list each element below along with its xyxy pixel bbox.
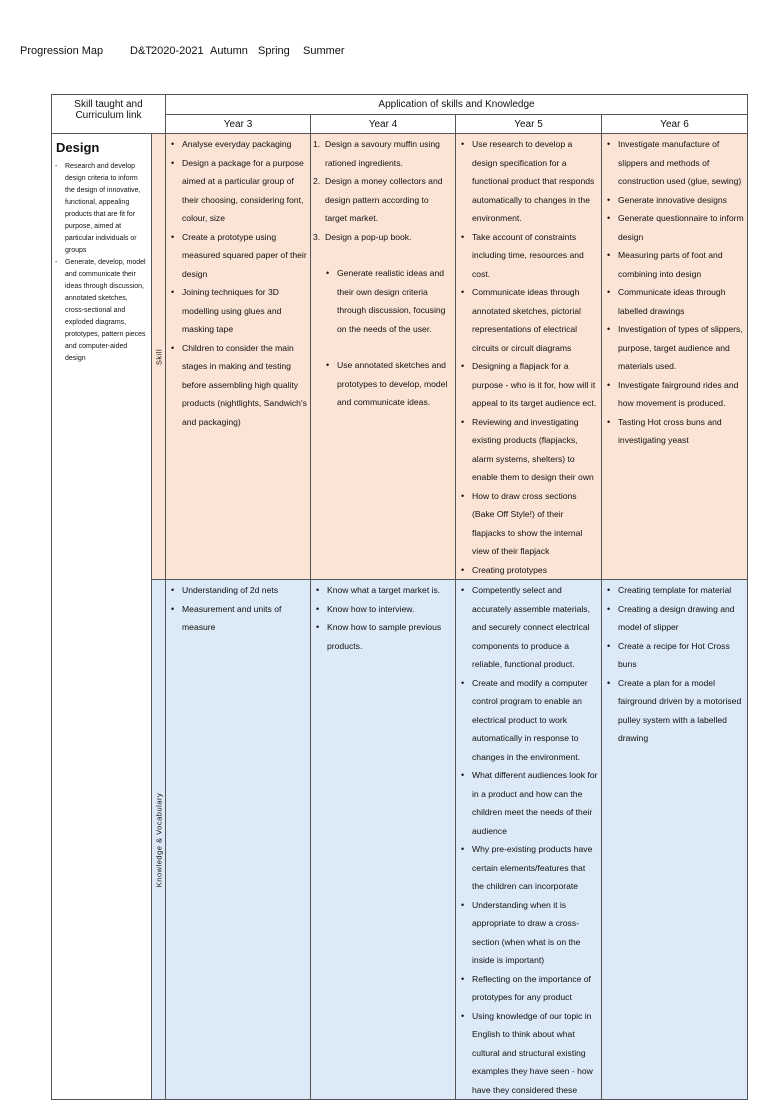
list-item: • Designing a flapjack for a purpose - who is it for, how will it appeal to its target audience ect. [472,357,599,413]
list-item: • Tasting Hot cross buns and investigating yeast [618,413,745,450]
list-item: • Measuring parts of foot and combining into design [618,246,745,283]
list-item: • Use annotated sketches and prototypes to develop, model and communicate ideas. [337,356,453,412]
knowledge-row-label-cell [152,580,166,1100]
numbered-item [313,135,453,172]
list-item: • Communicate ideas through labelled drawings [618,283,745,320]
item-text: Design a pop-up book. [325,231,412,242]
list-item: • Communicate ideas through annotated sketches, pictorial representations of electrical circuits or circuit diagrams [472,283,599,357]
year4-knowledge-cell [311,580,456,1100]
year5-header: Year 5 [456,115,602,134]
list-item: • Know how to interview. [327,600,453,619]
list-item: • Design a package for a purpose aimed at a particular group of their choosing, considering font, colour, size [182,154,308,228]
numbered-item [313,172,453,228]
year4-skill-cell [311,134,456,580]
item-text: Design a money collectors and design pattern according to target market. [325,176,443,223]
curriculum-link-list [55,161,148,365]
numbered-item [313,228,453,247]
list-item: • Generate questionnaire to inform design [618,209,745,246]
year3-skill-cell [166,134,311,580]
year6-skill-cell [602,134,748,580]
list-item: • Analyse everyday packaging [182,135,308,154]
list-item: • Children to consider the main stages in making and testing before assembling high quality products (nightlights, Sandwich's and packaging) [182,339,308,432]
term-autumn: Autumn [210,45,248,57]
list-item: • Create and modify a computer control program to enable an electrical product to work automatically in response to changes in the environment. [472,674,599,767]
list-item: • Competently select and accurately assemble materials, and securely connect electrical components to produce a reliable, functional product. [472,581,599,674]
list-item: • Generate realistic ideas and their own design criteria through discussion, focusing on the needs of the user. [337,264,453,338]
list-item: • Know how to sample previous products. [327,618,453,655]
curriculum-link-cell [52,134,152,1100]
list-item: • What different audiences look for in a product and how can the children meet the needs of their audience [472,766,599,840]
year6-header: Year 6 [602,115,748,134]
year3-knowledge-cell [166,580,311,1100]
item-number: 3. [313,231,321,242]
application-header: Application of skills and Knowledge [166,95,748,115]
list-item: • Investigation of types of slippers, purpose, target audience and materials used. [618,320,745,376]
term-spring: Spring [258,45,290,57]
doc-title: Progression Map [20,45,104,57]
knowledge-row-label: Knowledge & Vocabulary [154,792,163,887]
design-title: Design [56,140,100,155]
list-item: • Measurement and units of measure [182,600,308,637]
curriculum-link-header: Skill taught and Curriculum link [52,95,166,134]
item-text: Design a savoury muffin using rationed ingredients. [325,139,440,168]
list-item: • Generate innovative designs [618,191,745,210]
list-item: • Create a plan for a model fairground driven by a motorised pulley system with a labelled drawing [618,674,745,748]
list-item: • Create a prototype using measured squared paper of their design [182,228,308,284]
subject-label: D&T [130,45,152,57]
curriculum-link-item: - Research and develop design criteria to inform the design of innovative, functional, appealing products that are fit for purpose, aimed at particular individuals or groups [65,161,148,257]
list-item: • Creating prototypes [472,561,599,580]
list-item: • Use research to develop a design specification for a functional product that responds automatically to changes in the environment. [472,135,599,228]
skill-row-label: Skill [154,348,163,365]
list-item: • Take account of constraints including time, resources and cost. [472,228,599,284]
term-summer: Summer [303,45,345,57]
list-item: • Why pre-existing products have certain elements/features that the children can incorporate [472,840,599,896]
year6-knowledge-cell [602,580,748,1100]
list-item: • Reflecting on the importance of prototypes for any product [472,970,599,1007]
list-item: • Investigate manufacture of slippers and methods of construction used (glue, sewing) [618,135,745,191]
item-number: 1. [313,139,321,149]
page-header [20,45,760,65]
skill-row-label-cell [152,134,166,580]
year3-header: Year 3 [166,115,311,134]
list-item: • Reviewing and investigating existing products (flapjacks, alarm systems, shelters) to enable them to design their own [472,413,599,487]
list-item: • Creating template for material [618,581,745,600]
list-item: • Joining techniques for 3D modelling using glues and masking tape [182,283,308,339]
year5-knowledge-cell [456,580,602,1100]
school-year: 2020-2021 [151,45,204,57]
item-number: 2. [313,176,321,186]
year5-skill-cell [456,134,602,580]
list-item: • Investigate fairground rides and how movement is produced. [618,376,745,413]
list-item: • Create a recipe for Hot Cross buns [618,637,745,674]
progression-table [51,94,748,1100]
year4-header: Year 4 [311,115,456,134]
list-item: • How to draw cross sections (Bake Off Style!) of their flapjacks to show the internal view of their flapjack [472,487,599,561]
list-item: • Understanding of 2d nets [182,581,308,600]
list-item: • Using knowledge of our topic in English to think about what cultural and structural existing examples they have seen - how have they considered these [472,1007,599,1100]
list-item: • Know what a target market is. [327,581,453,600]
list-item: • Creating a design drawing and model of slipper [618,600,745,637]
curriculum-link-item: - Generate, develop, model and communicate their ideas through discussion, annotated sketches, cross-sectional and exploded diagrams, prototypes, pattern pieces and computer-aided design [65,257,148,365]
list-item: • Understanding when it is appropriate to draw a cross-section (when what is on the inside is important) [472,896,599,970]
